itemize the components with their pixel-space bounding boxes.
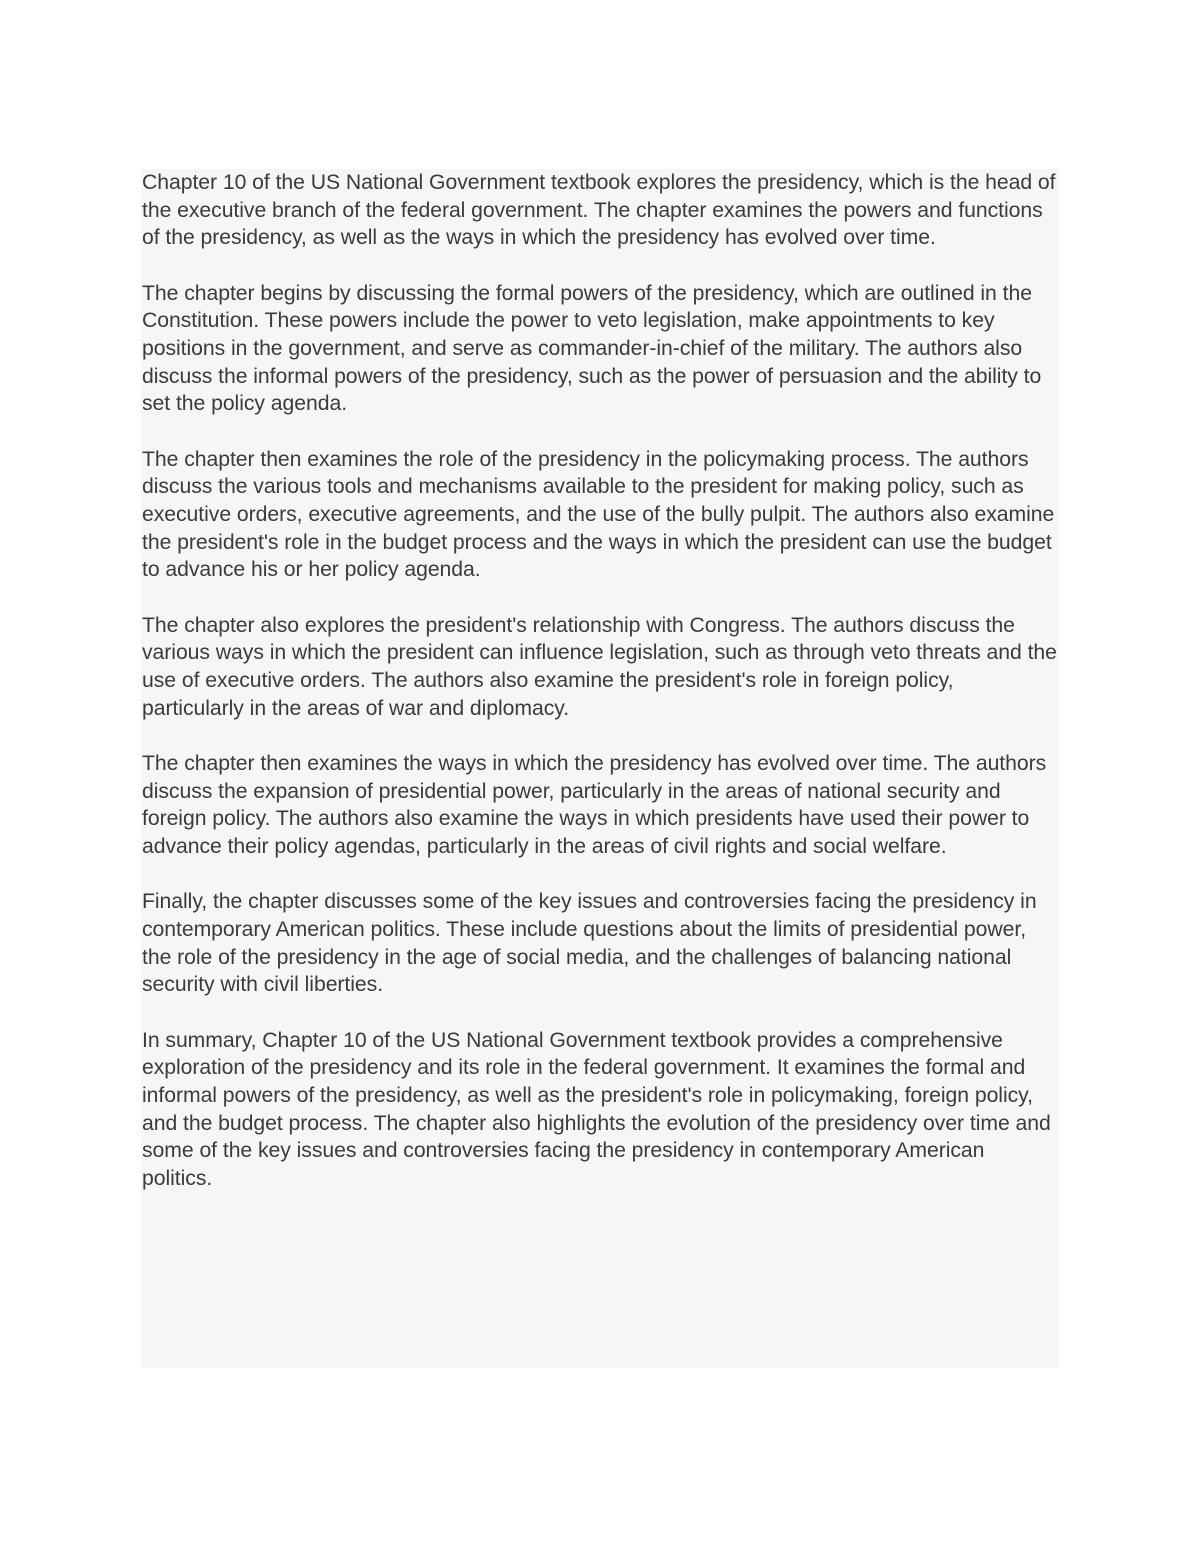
- paragraph-issues: Finally, the chapter discusses some of the key issues and controversies facing the presidency in contemporary American politics. These include questions about the limits of presidential power, the role of the presidency in the age of social media, and the challenges of balancing national security with civil liberties.: [142, 890, 1037, 997]
- paragraph-formal-powers: The chapter begins by discussing the formal powers of the presidency, which are outlined in the Constitution. These powers include the power to veto legislation, make appointments to key positions in the government, and serve as commander-in-chief of the military. The authors also discuss the informal powers of the presidency, such as the power of persuasion and the ability to set the policy agenda.: [142, 281, 1042, 416]
- paragraph-policymaking: The chapter then examines the role of the presidency in the policymaking process. The authors discuss the various tools and mechanisms available to the president for making policy, such as executive orders, executive agreements, and the use of the bully pulpit. The authors also examine the president's role in the budget process and the ways in which the president can use the budget to advance his or her policy agenda.: [142, 447, 1055, 582]
- text-block: [141, 169, 1059, 1368]
- paragraph-intro: Chapter 10 of the US National Government textbook explores the presidency, which is the head of the executive branch of the federal government. The chapter examines the powers and functions of the presidency, as well as the ways in which the presidency has evolved over time.: [142, 171, 1056, 250]
- paragraph-summary: In summary, Chapter 10 of the US National Government textbook provides a comprehensive exploration of the presidency and its role in the federal government. It examines the formal and informal powers of the presidency, as well as the president's role in policymaking, foreign policy, and the budget process. The chapter also highlights the evolution of the presidency over time and some of the key issues and controversies facing the presidency in contemporary American politics.: [142, 1028, 1051, 1190]
- paragraph-congress: The chapter also explores the president's relationship with Congress. The authors discuss the various ways in which the president can influence legislation, such as through veto threats and the use of executive orders. The authors also examine the president's role in foreign policy, particularly in the areas of war and diplomacy.: [142, 613, 1057, 720]
- paragraph-evolution: The chapter then examines the ways in which the presidency has evolved over time. The authors discuss the expansion of presidential power, particularly in the areas of national security and foreign policy. The authors also examine the ways in which presidents have used their power to advance their policy agendas, particularly in the areas of civil rights and social welfare.: [142, 752, 1047, 858]
